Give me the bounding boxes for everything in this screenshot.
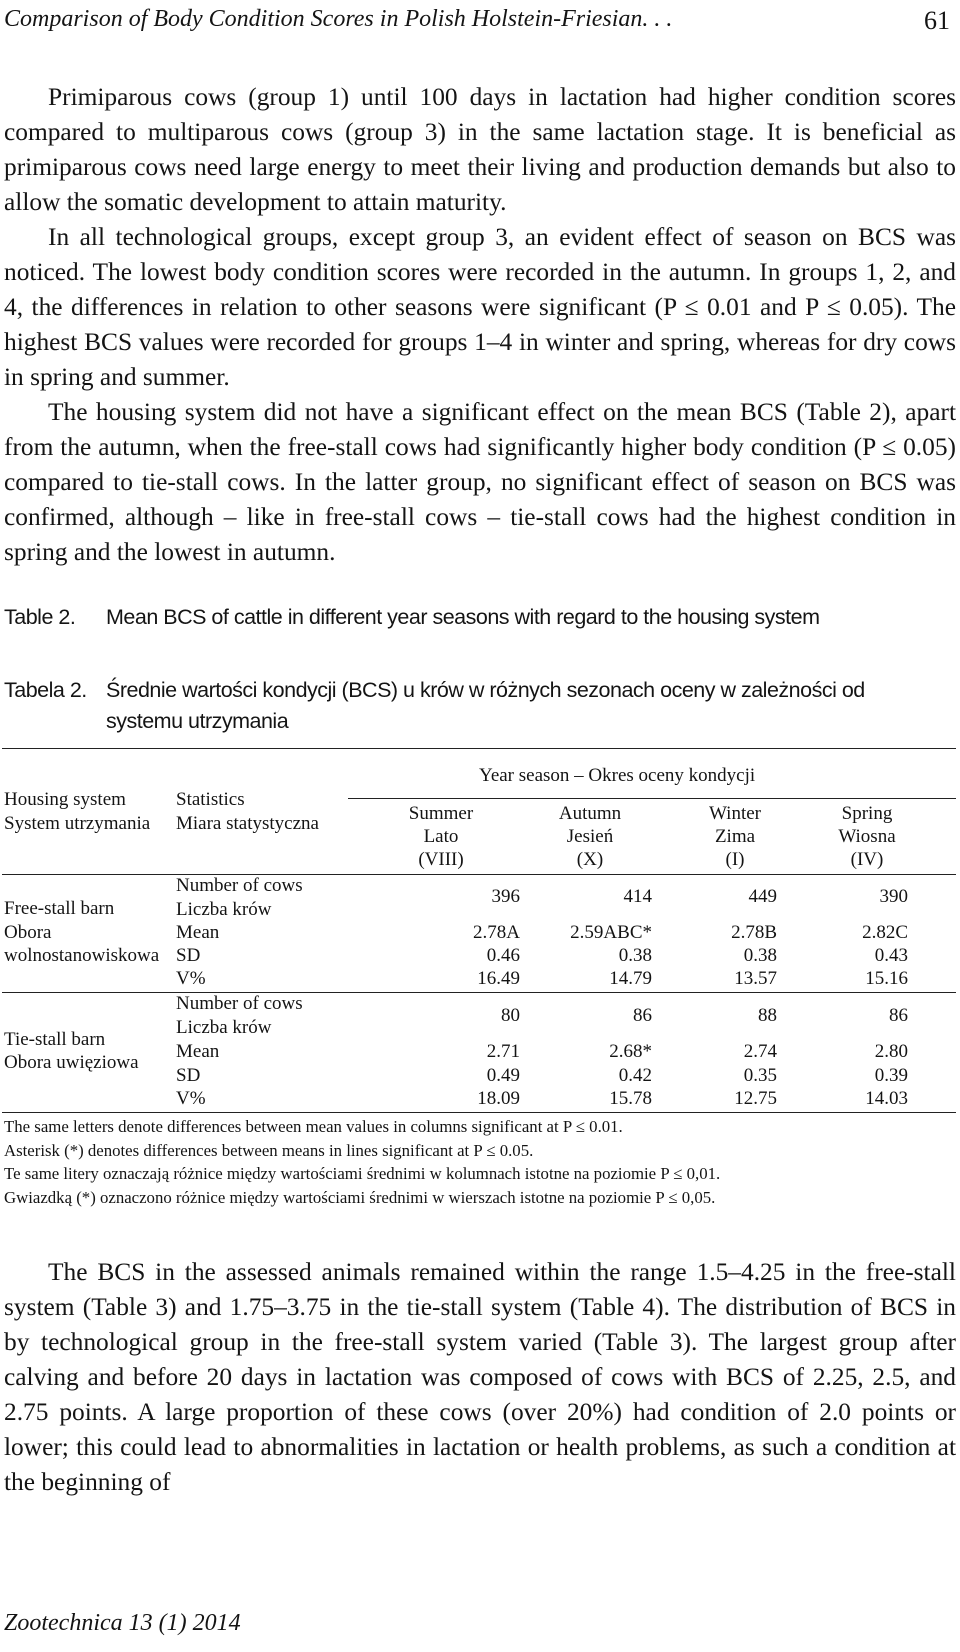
group-label-free-stall: Free-stall barn [4, 898, 115, 919]
value-cell: 15.16 [865, 968, 908, 989]
value-cell: 2.71 [486, 1041, 520, 1062]
value-cell: 396 [491, 886, 520, 907]
group-label-tie-stall: Tie-stall barn [4, 1029, 106, 1050]
value-cell: 14.03 [865, 1088, 908, 1109]
table-top-rule [2, 748, 956, 749]
paragraph: The housing system did not have a significant effect on the mean BCS (Table 2), apart from the autumn, when the free-stall cows had significantly higher body condition (P ≤ 0.05) compared to tie-stall cows. In the latter group, no significant effect of season on BCS was confirmed, although – like in free-stall cows – tie-stall cows had the highest condition in spring and the lowest in autumn. [4, 398, 956, 566]
value-cell: 449 [748, 886, 777, 907]
season-header-autumn-pl: Jesień [566, 826, 614, 847]
header-bottom-rule [2, 874, 956, 875]
value-cell: 88 [758, 1005, 777, 1026]
stat-label-number: Number of cows [176, 875, 303, 896]
value-cell: 390 [879, 886, 908, 907]
value-cell: 2.82C [862, 922, 908, 943]
stat-label-cv: V% [176, 968, 206, 989]
value-cell: 0.46 [486, 945, 520, 966]
season-header-spring: Spring [841, 803, 893, 824]
value-cell: 0.35 [743, 1065, 777, 1086]
stat-label-cv: V% [176, 1088, 206, 1109]
caption-text: Średnie wartości kondycji (BCS) u krów w różnych sezonach oceny w zależności od systemu utrzymania [106, 678, 865, 733]
value-cell: 0.49 [486, 1065, 520, 1086]
season-header-winter-pl: Zima [714, 826, 756, 847]
value-cell: 2.68* [609, 1041, 652, 1062]
group-label-free-stall-pl: Obora [4, 922, 52, 943]
value-cell: 13.57 [734, 968, 777, 989]
season-header-summer-code: (VIII) [418, 849, 464, 870]
value-cell: 15.78 [609, 1088, 652, 1109]
stat-label-mean: Mean [176, 922, 220, 943]
value-cell: 80 [501, 1005, 520, 1026]
caption-label: Table 2. [4, 605, 76, 629]
group-label-tie-stall-pl: Obora uwięziowa [4, 1052, 139, 1073]
season-header-winter-code: (I) [725, 849, 745, 870]
stat-label-sd: SD [176, 1065, 201, 1086]
group-divider-rule [2, 992, 956, 993]
caption-text: Mean BCS of cattle in different year seasons with regard to the housing system [106, 605, 820, 629]
season-header-spring-code: (IV) [850, 849, 884, 870]
paragraph: Primiparous cows (group 1) until 100 days in lactation had higher condition scores compared to multiparous cows (group 3) in the same lactation stage. It is beneficial as primiparous cows need large energy to meet their living and production demands but also to allow the somatic development to attain maturity. [4, 83, 956, 216]
group-label-free-stall-pl-2: wolnostanowiskowa [4, 945, 160, 966]
season-header-summer: Summer [408, 803, 474, 824]
housing-header: Housing system [4, 789, 126, 810]
stat-label-number-pl: Liczba krów [176, 899, 272, 920]
table-caption-english [4, 602, 944, 633]
stat-label-sd: SD [176, 945, 201, 966]
running-title: Comparison of Body Condition Scores in Polish Holstein-Friesian. . . [4, 6, 673, 32]
value-cell: 2.59ABC* [570, 922, 652, 943]
table-note: The same letters denote differences between mean values in columns significant at P ≤ 0.01. [4, 1117, 623, 1136]
value-cell: 0.38 [618, 945, 652, 966]
statistics-header: Statistics [176, 789, 245, 810]
value-cell: 2.78A [473, 922, 520, 943]
paragraph: The BCS in the assessed animals remained within the range 1.5–4.25 in the free-stall system (Table 3) and 1.75–3.75 in the tie-stall system (Table 4). The distribution of BCS in by technological group in the free-stall system varied (Table 3). The largest group after calving and before 20 days in lactation was composed of cows with BCS of 2.25, 2.5, and 2.75 points. A large proportion of these cows (over 20%) had condition of 2.0 points or lower; this could lead to abnormalities in lactation or health problems, as such a condition at the beginning of [4, 1258, 956, 1496]
caption-label: Tabela 2. [4, 678, 87, 702]
value-cell: 2.80 [874, 1041, 908, 1062]
table-note: Te same litery oznaczają różnice między wartościami średnimi w kolumnach istotne na poziomie P ≤ 0,01. [4, 1164, 721, 1183]
value-cell: 16.49 [477, 968, 520, 989]
value-cell: 0.39 [874, 1065, 908, 1086]
table-notes [4, 1115, 720, 1209]
season-header-autumn-code: (X) [576, 849, 604, 870]
stat-label-number-pl: Liczba krów [176, 1017, 272, 1038]
value-cell: 0.43 [874, 945, 908, 966]
season-header-winter: Winter [709, 803, 761, 824]
value-cell: 2.74 [743, 1041, 777, 1062]
stat-label-number: Number of cows [176, 993, 303, 1014]
page-number: 61 [924, 6, 950, 35]
value-cell: 0.42 [618, 1065, 652, 1086]
value-cell: 0.38 [743, 945, 777, 966]
value-cell: 18.09 [477, 1088, 520, 1109]
stat-label-mean: Mean [176, 1041, 220, 1062]
season-group-rule [348, 798, 956, 799]
bcs-table [0, 746, 960, 1116]
season-group-header: Year season – Okres oceny kondycji [479, 765, 756, 786]
table-caption-polish [4, 675, 944, 737]
value-cell: 14.79 [609, 968, 652, 989]
season-header-spring-pl: Wiosna [838, 826, 896, 847]
journal-footer: Zootechnica 13 (1) 2014 [4, 1610, 241, 1636]
housing-header-pl: System utrzymania [4, 813, 151, 834]
season-header-summer-pl: Lato [423, 826, 459, 847]
table-note: Asterisk (*) denotes differences between means in lines significant at P ≤ 0.05. [4, 1140, 534, 1160]
value-cell: 414 [623, 886, 652, 907]
running-header [4, 6, 950, 33]
season-header-autumn: Autumn [558, 803, 622, 824]
value-cell: 86 [889, 1005, 908, 1026]
body-text-top [4, 80, 956, 570]
value-cell: 2.78B [731, 922, 777, 943]
paragraph: In all technological groups, except group 3, an evident effect of season on BCS was noticed. The lowest body condition scores were recorded in the autumn. In groups 1, 2, and 4, the differences in relation to other seasons were significant (P ≤ 0.01 and P ≤ 0.05). The highest BCS values were recorded for groups 1–4 in winter and spring, whereas for dry cows in spring and summer. [4, 223, 956, 391]
value-cell: 12.75 [734, 1088, 777, 1109]
body-text-bottom [4, 1255, 956, 1500]
value-cell: 86 [633, 1005, 652, 1026]
table-bottom-rule [2, 1112, 956, 1113]
statistics-header-pl: Miara statystyczna [176, 813, 319, 834]
table-note: Gwiazdką (*) oznaczono różnice między wartościami średnimi w wierszach istotne na poziomie P ≤ 0,05. [4, 1187, 716, 1207]
